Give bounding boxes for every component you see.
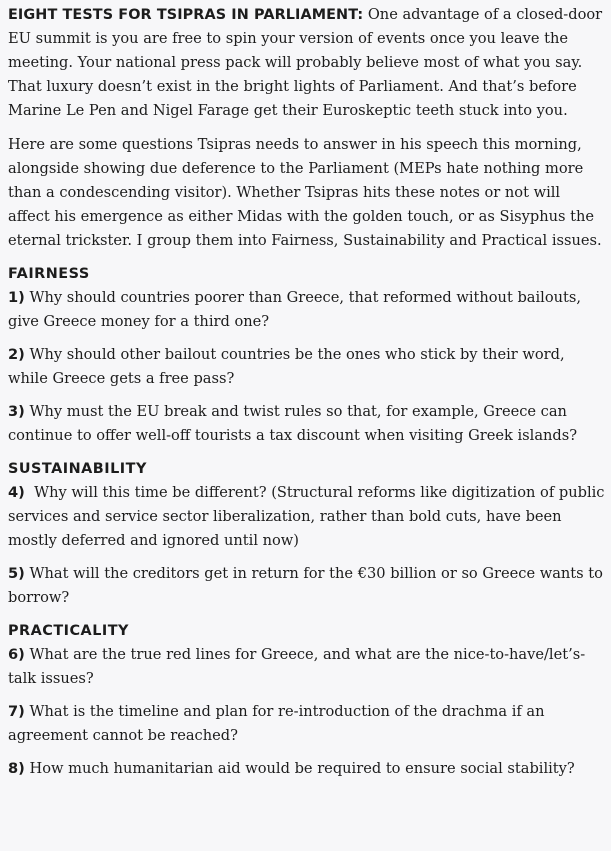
question-number: 6) xyxy=(8,646,25,663)
question-number: 3) xyxy=(8,403,25,420)
question-6 xyxy=(8,643,605,691)
questions-intro-paragraph: Here are some questions Tsipras needs to answer in his speech this morning, alongside showing due deference to the Parliament (MEPs hate nothing more than a condescending visitor). Whether Tsipras hits these notes or not will affect his emergence as either Midas with the golden touch, or as Sisyphus the eternal trickster. I group them into Fairness, Sustainability and Practical issues. xyxy=(8,136,602,249)
question-number: 5) xyxy=(8,565,25,582)
question-7 xyxy=(8,700,605,748)
question-text: Why must the EU break and twist rules so that, for example, Greece can continue to offer well-off tourists a tax discount when visiting Greek islands? xyxy=(8,403,578,444)
question-8 xyxy=(8,757,605,781)
question-text: Why should other bailout countries be the ones who stick by their word, while Greece gets a free pass? xyxy=(8,346,565,387)
question-text: Why will this time be different? (Structural reforms like digitization of public services and service sector liberalization, rather than bold cuts, have been mostly deferred and ignored until now) xyxy=(8,484,610,549)
question-1 xyxy=(8,286,605,334)
section-heading-practicality: PRACTICALITY xyxy=(8,623,129,639)
question-number: 1) xyxy=(8,289,25,306)
question-text: How much humanitarian aid would be required to ensure social stability? xyxy=(24,760,575,777)
question-text: What will the creditors get in return for the €30 billion or so Greece wants to borrow? xyxy=(8,565,603,606)
intro-paragraph xyxy=(8,3,605,123)
question-number: 4) xyxy=(8,484,25,501)
question-3 xyxy=(8,400,605,448)
question-number: 7) xyxy=(8,703,25,720)
lead-text: One advantage of a closed-door EU summit is you are free to spin your version of events once you leave the meeting. Your national press pack will probably believe most of what you say. That luxury doesn’t exist in the bright lights of Parliament. And that’s before Marine Le Pen and Nigel Farage get their Euroskeptic teeth stuck into you. xyxy=(8,6,603,119)
section-heading-fairness: FAIRNESS xyxy=(8,266,90,282)
question-number: 2) xyxy=(8,346,25,363)
question-text: Why should countries poorer than Greece, that reformed without bailouts, give Greece money for a third one? xyxy=(8,289,582,330)
question-2 xyxy=(8,343,605,391)
question-text: What are the true red lines for Greece, and what are the nice-to-have/let’s-talk issues? xyxy=(8,646,586,687)
question-5 xyxy=(8,562,605,610)
question-text: What is the timeline and plan for re-introduction of the drachma if an agreement cannot be reached? xyxy=(8,703,545,744)
lead-heading: EIGHT TESTS FOR TSIPRAS IN PARLIAMENT: xyxy=(8,7,364,23)
question-number: 8) xyxy=(8,760,25,777)
question-4 xyxy=(8,481,610,553)
section-heading-sustainability: SUSTAINABILITY xyxy=(8,461,147,477)
